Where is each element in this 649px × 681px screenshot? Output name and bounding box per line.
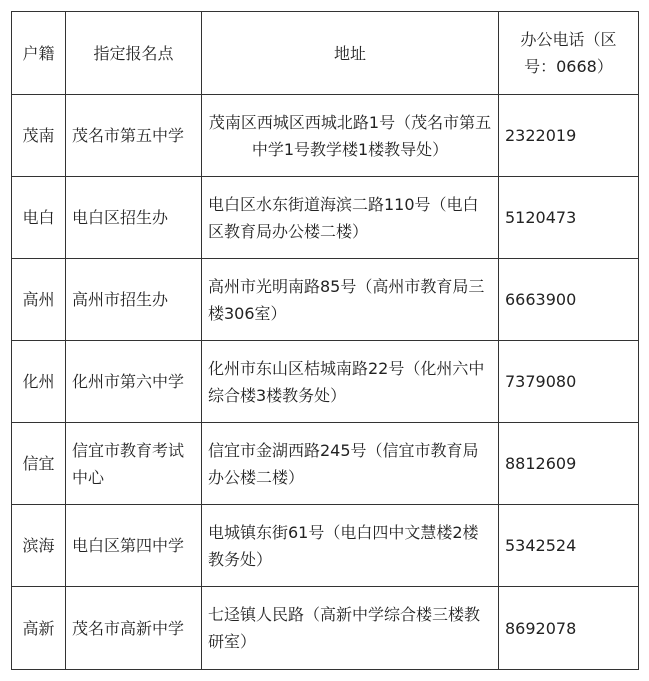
cell-place: 茂名市第五中学: [66, 95, 202, 177]
table-row: [12, 177, 639, 259]
cell-place: 高州市招生办: [66, 259, 202, 341]
cell-phone: 2322019: [499, 95, 639, 177]
cell-address: 电白区水东街道海滨二路110号（电白区教育局办公楼二楼）: [202, 177, 499, 259]
header-region: 户籍: [12, 12, 66, 95]
cell-place: 化州市第六中学: [66, 341, 202, 423]
cell-address: 信宜市金湖西路245号（信宜市教育局办公楼二楼）: [202, 423, 499, 505]
cell-region: 滨海: [12, 505, 66, 587]
cell-address: 高州市光明南路85号（高州市教育局三楼306室）: [202, 259, 499, 341]
cell-region: 电白: [12, 177, 66, 259]
cell-place: 电白区招生办: [66, 177, 202, 259]
cell-phone: 5342524: [499, 505, 639, 587]
header-address: 地址: [202, 12, 499, 95]
table-header: [12, 12, 639, 95]
cell-place: 茂名市高新中学: [66, 587, 202, 670]
cell-phone: 6663900: [499, 259, 639, 341]
table-row: [12, 259, 639, 341]
cell-phone: 8812609: [499, 423, 639, 505]
cell-phone: 5120473: [499, 177, 639, 259]
cell-place: 电白区第四中学: [66, 505, 202, 587]
cell-region: 高新: [12, 587, 66, 670]
cell-phone: 8692078: [499, 587, 639, 670]
cell-region: 高州: [12, 259, 66, 341]
table-body: [12, 95, 639, 670]
header-row: [12, 12, 639, 95]
cell-region: 化州: [12, 341, 66, 423]
cell-phone: 7379080: [499, 341, 639, 423]
table-row: [12, 95, 639, 177]
registration-table: [11, 11, 639, 670]
header-place: 指定报名点: [66, 12, 202, 95]
cell-region: 茂南: [12, 95, 66, 177]
table-row: [12, 587, 639, 670]
cell-address: 化州市东山区桔城南路22号（化州六中综合楼3楼教务处）: [202, 341, 499, 423]
cell-address: 茂南区西城区西城北路1号（茂名市第五中学1号教学楼1楼教导处）: [202, 95, 499, 177]
cell-region: 信宜: [12, 423, 66, 505]
table-row: [12, 341, 639, 423]
table-row: [12, 423, 639, 505]
cell-address: 电城镇东街61号（电白四中文慧楼2楼教务处）: [202, 505, 499, 587]
table-row: [12, 505, 639, 587]
cell-address: 七迳镇人民路（高新中学综合楼三楼教研室）: [202, 587, 499, 670]
header-phone: 办公电话（区号：0668）: [499, 12, 639, 95]
cell-place: 信宜市教育考试中心: [66, 423, 202, 505]
